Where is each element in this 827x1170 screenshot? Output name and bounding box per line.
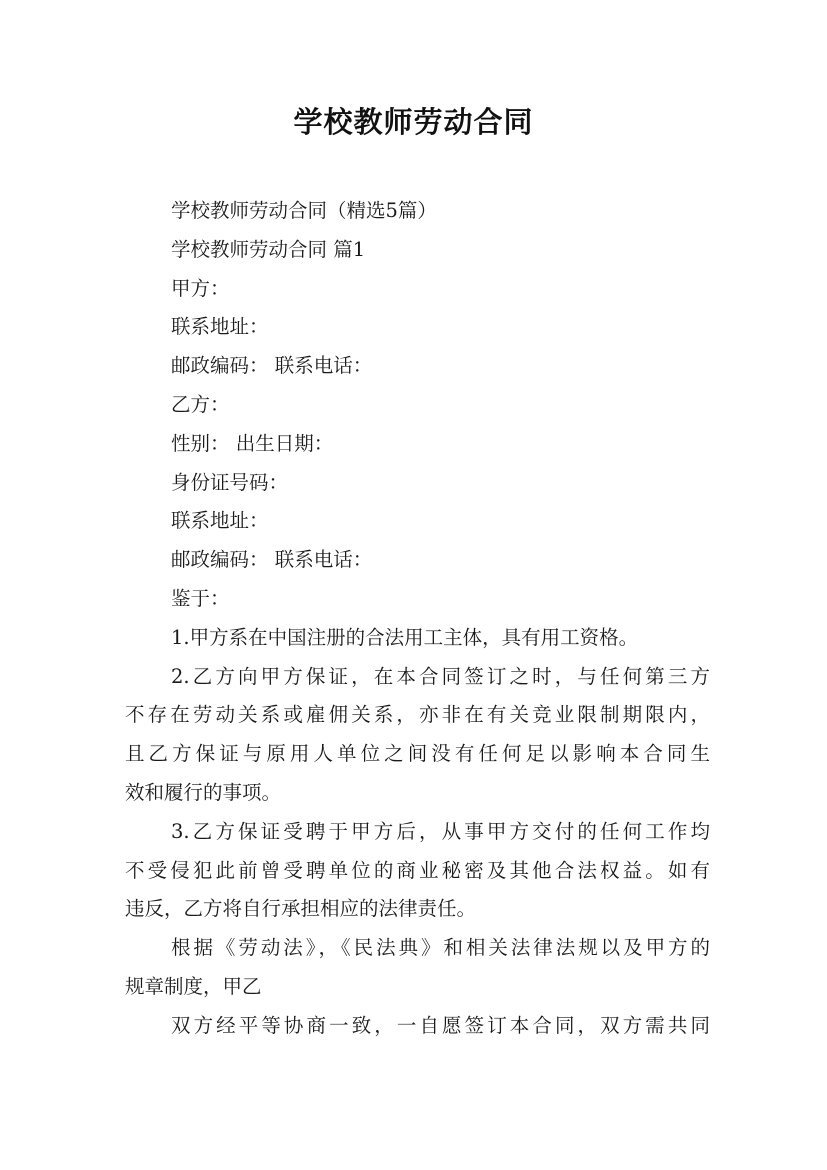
clause-2-line: 2.乙方向甲方保证，在本合同签订之时，与任何第三方 [171,664,710,688]
party-a-address: 联系地址： [171,315,269,339]
section-heading: 学校教师劳动合同 篇1 [171,237,366,261]
whereas-label: 鉴于： [171,586,230,610]
legal-basis-line: 根据《劳动法》，《民法典》和相关法律法规以及甲方的 [171,936,710,960]
party-a-postal-phone: 邮政编码： 联系电话： [171,354,373,378]
party-b-id-number: 身份证号码： [171,470,289,494]
legal-basis-paragraph [125,929,710,1007]
clause-2-line: 效和履行的事项。 [125,780,282,804]
document-body [125,192,710,1046]
agreement-line: 双方经平等协商一致，一自愿签订本合同，双方需共同 [171,1013,710,1037]
party-a-label: 甲方： [171,276,230,300]
legal-basis-line: 规章制度，甲乙 [125,974,262,998]
clause-2-line: 且乙方保证与原用人单位之间没有任何足以影响本合同生 [125,742,710,766]
party-b-address: 联系地址： [171,509,269,533]
party-b-gender-birthdate: 性别： 出生日期： [171,431,334,455]
clause-3-line: 违反，乙方将自行承担相应的法律责任。 [125,897,477,921]
document-title: 学校教师劳动合同 [293,105,534,139]
clause-1: 1.甲方系在中国注册的合法用工主体，具有用工资格。 [171,625,639,649]
clause-3 [125,813,710,929]
subtitle-line: 学校教师劳动合同（精选5篇） [171,199,437,222]
party-b-postal-phone: 邮政编码： 联系电话： [171,548,373,572]
clause-3-line: 3.乙方保证受聘于甲方后，从事甲方交付的任何工作均 [171,819,710,843]
clause-3-line: 不受侵犯此前曾受聘单位的商业秘密及其他合法权益。如有 [125,858,710,882]
clause-2 [125,658,710,813]
agreement-paragraph [125,1007,710,1046]
clause-2-line: 不存在劳动关系或雇佣关系，亦非在有关竞业限制期限内， [125,703,710,727]
party-b-label: 乙方： [171,392,230,416]
